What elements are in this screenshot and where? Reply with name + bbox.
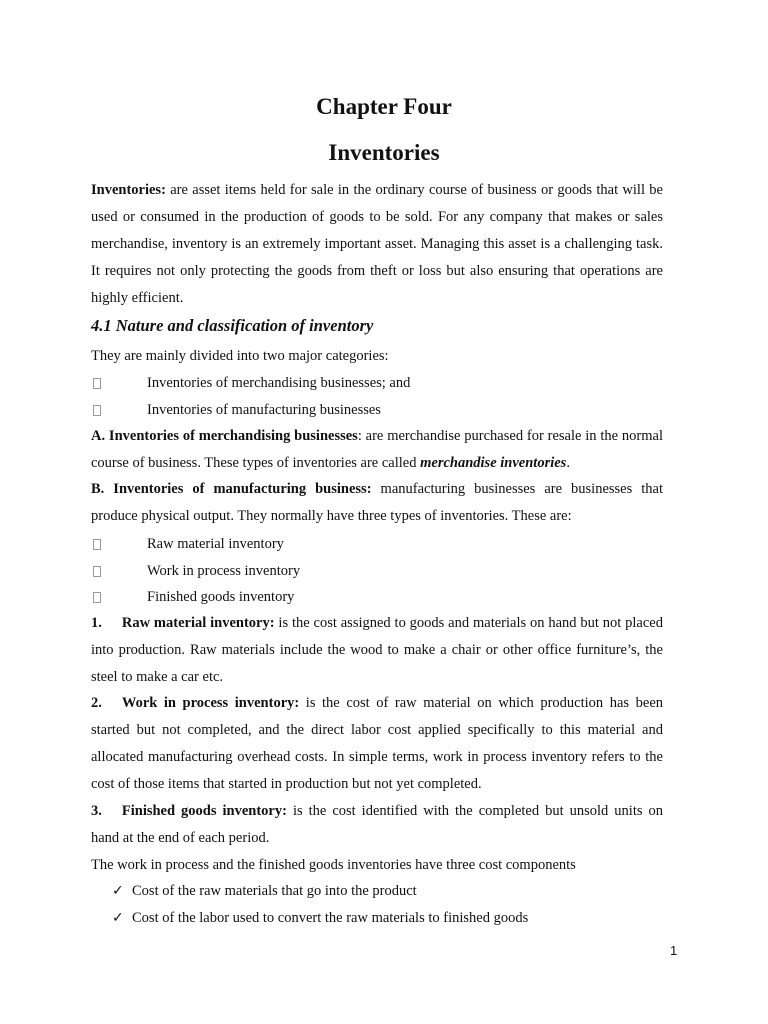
list-item (91, 373, 411, 393)
list-item-text: Work in process inventory (147, 563, 301, 579)
chapter-title: Chapter Four (316, 94, 452, 119)
paragraph-a: A. Inventories of merchandising businesses: are merchandise purchased for resale in the normal course of business. These types of inventories are called merchandise inventories. (91, 428, 663, 471)
list-item-text: Cost of the labor used to convert the raw materials to finished goods (132, 910, 529, 926)
topic-title: Inventories (328, 140, 440, 165)
checkmark-icon: ✓ (112, 910, 124, 926)
intro-paragraph (91, 177, 663, 312)
list-item (91, 534, 284, 554)
list-item-text: Cost of the raw materials that go into the product (132, 883, 417, 899)
def-number: 3. (91, 803, 102, 819)
para-a-emphasis: merchandise inventories (420, 455, 567, 471)
bullet-icon (93, 539, 101, 550)
def-term: Raw material inventory: (121, 615, 275, 631)
bullet-icon (93, 592, 101, 603)
definition-finished-goods (91, 798, 663, 852)
bullet-icon (93, 378, 101, 389)
para-a-term: A. Inventories of merchandising businesses (91, 428, 358, 444)
paragraph-b (91, 476, 663, 530)
page-number: 1 (670, 943, 678, 958)
bullet-icon (93, 405, 101, 416)
definition-work-in-process (91, 690, 663, 798)
definition-raw-material (91, 610, 663, 691)
checkmark-icon: ✓ (112, 883, 124, 899)
list-item-text: Inventories of merchandising businesses; and (147, 375, 411, 391)
def-text: is the cost assigned to goods and materials on hand but not placed into production. Raw materials include the wood to make a chair or other office furniture’s, the steel to make a car etc. (91, 615, 663, 685)
intro-term: Inventories: (91, 182, 166, 198)
list-item-text: Finished goods inventory (147, 589, 295, 605)
list-item (112, 881, 417, 901)
intro-text: are asset items held for sale in the ordinary course of business or goods that will be used or consumed in the production of goods to be sold. For any company that makes or sales merchandise, inventory is an extremely important asset. Managing this asset is a challenging task. It requires not only protecting the goods from theft or loss but also ensuring that operations are highly efficient. (91, 182, 663, 306)
section-heading: 4.1 Nature and classification of inventory (91, 316, 374, 335)
para-b-text: manufacturing businesses are businesses that produce physical output. They normally have three types of inventories. These are: (91, 481, 664, 524)
def-text: is the cost of raw material on which production has been started but not completed, and the direct labor cost applied specifically to this material and allocated manufacturing overhead costs. In simple terms, work in process inventory refers to the cost of those items that started in production but not yet completed. (91, 695, 664, 792)
list-item (91, 400, 381, 420)
categories-intro: They are mainly divided into two major categories: (91, 348, 389, 364)
list-item (91, 587, 295, 607)
para-a-text: : are merchandise purchased for resale in the normal course of business. These types of inventories are called (91, 428, 663, 471)
def-number: 1. (91, 615, 102, 631)
def-number: 2. (91, 695, 102, 711)
list-item-text: Inventories of manufacturing businesses (147, 402, 381, 418)
def-text: is the cost identified with the completed but unsold units on hand at the end of each period. (91, 803, 663, 846)
components-intro: The work in process and the finished goods inventories have three cost components (91, 857, 576, 873)
def-term: Work in process inventory: (121, 695, 300, 711)
list-item (91, 561, 301, 581)
list-item (112, 908, 528, 928)
bullet-icon (93, 566, 101, 577)
def-term: Finished goods inventory: (121, 803, 287, 819)
list-item-text: Raw material inventory (147, 536, 284, 552)
para-b-term: B. Inventories of manufacturing business: (91, 481, 372, 497)
